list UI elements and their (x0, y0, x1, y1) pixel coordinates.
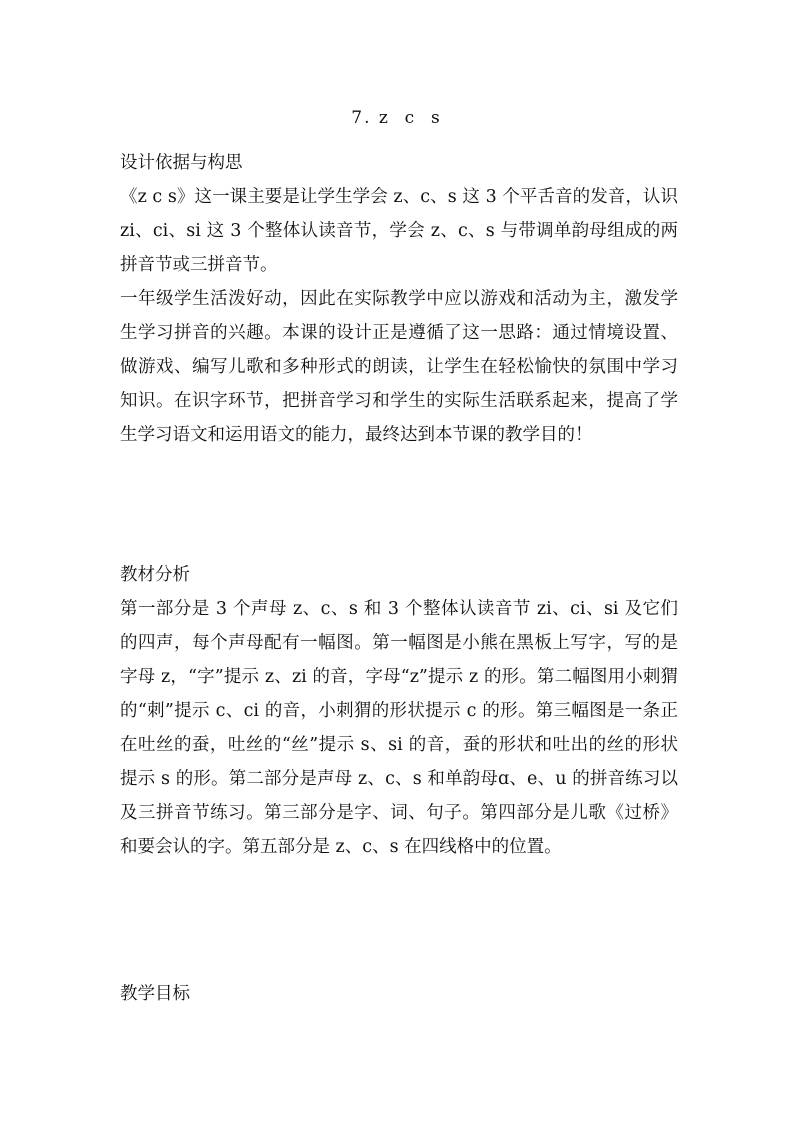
goals-heading: 教学目标 (120, 984, 190, 1004)
goals-section (120, 977, 678, 1011)
design-paragraph-1: 《z c s》这一课主要是让学生学会 z、c、s 这 3 个平舌音的发音，认识 zi、ci、si 这 3 个整体认读音节，学会 z、c、s 与带调单韵母组成的两拼音节或三拼音节。 (120, 187, 678, 275)
material-paragraph-1: 第一部分是 3 个声母 z、c、s 和 3 个整体认读音节 zi、ci、si 及它们的四声，每个声母配有一幅图。第一幅图是小熊在黑板上写字，写的是字母 z，“字”提示 z、zi 的音，字母“z”提示 z 的形。第二幅图用小刺猬的“刺”提示 c、ci 的音，小刺猬的形状提示 c 的形。第三幅图是一条正在吐丝的蚕，吐丝的“丝”提示 s、si 的音，蚕的形状和吐出的丝的形状提示 s 的形。第二部分是声母 z、c、s 和单韵母ɑ、e、u 的拼音练习以及三拼音节练习。第三部分是字、词、句子。第四部分是儿歌《过桥》和要会认的字。第五部分是 z、c、s 在四线格中的位置。 (120, 599, 678, 857)
design-paragraph-2: 一年级学生活泼好动，因此在实际教学中应以游戏和活动为主，激发学生学习拼音的兴趣。本课的设计正是遵循了这一思路：通过情境设置、做游戏、编写儿歌和多种形式的朗读，让学生在轻松愉快的氛围中学习知识。在识字环节，把拼音学习和学生的实际生活联系起来，提高了学生学习语文和运用语文的能力，最终达到本节课的教学目的！ (120, 289, 678, 445)
design-heading: 设计依据与构思 (120, 153, 243, 173)
material-section (120, 558, 678, 864)
design-section (120, 146, 678, 452)
material-heading: 教材分析 (120, 565, 190, 585)
lesson-title: 7. z c s (351, 108, 442, 128)
